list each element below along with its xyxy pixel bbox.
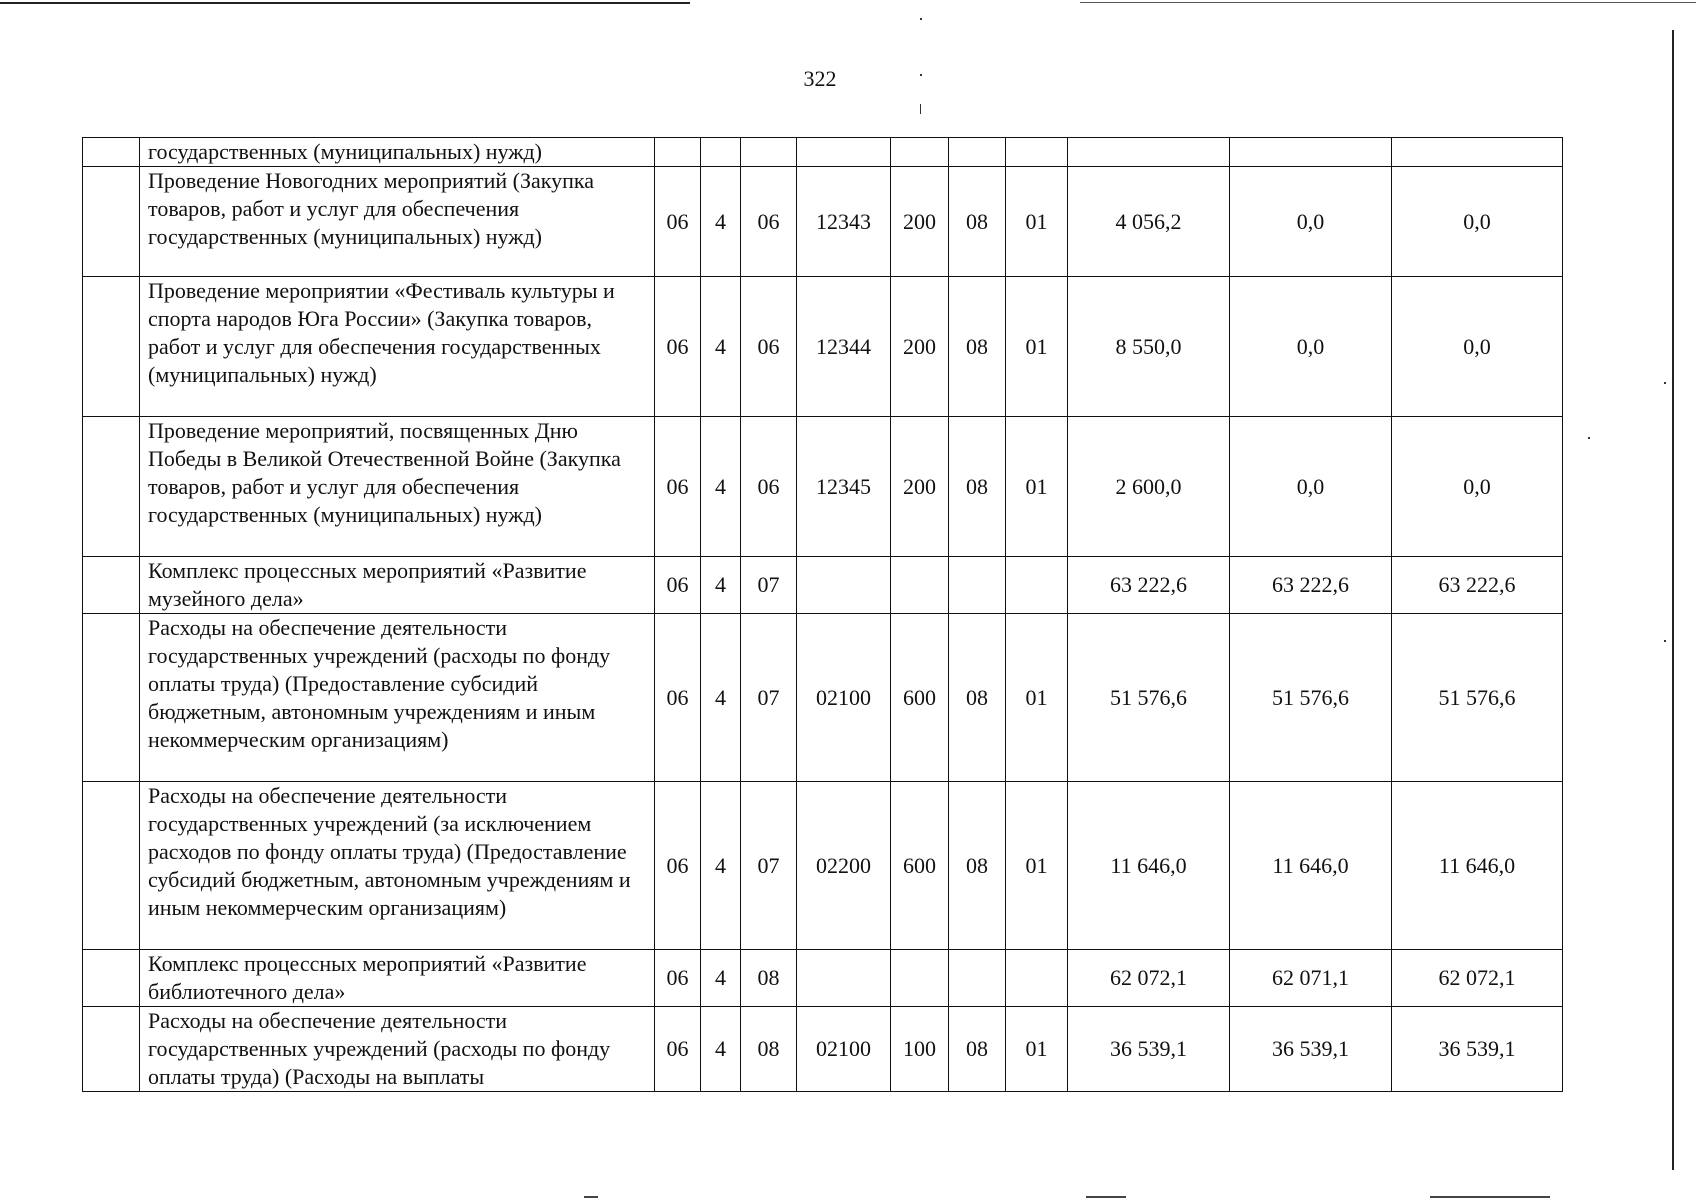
- row-cell-c6: 08: [949, 277, 1006, 417]
- row-cell-c1: 06: [655, 782, 701, 950]
- row-cell-v1: 63 222,6: [1068, 557, 1230, 614]
- row-cell-v3: 62 072,1: [1392, 950, 1563, 1007]
- row-cell-c7: [1006, 138, 1068, 167]
- scan-speck: [1664, 640, 1666, 642]
- row-cell-c7: 01: [1006, 167, 1068, 277]
- row-cell-c1: 06: [655, 277, 701, 417]
- row-cell-c7: 01: [1006, 277, 1068, 417]
- row-cell-v3: [1392, 138, 1563, 167]
- row-cell-v2: [1230, 138, 1392, 167]
- row-cell-c1: 06: [655, 167, 701, 277]
- row-cell-c2: 4: [701, 417, 741, 557]
- scan-speck: [1588, 437, 1590, 439]
- row-cell-v1: 8 550,0: [1068, 277, 1230, 417]
- row-cell-c7: 01: [1006, 417, 1068, 557]
- row-cell-c2: 4: [701, 277, 741, 417]
- row-cell-v1: 62 072,1: [1068, 950, 1230, 1007]
- row-cell-v2: 62 071,1: [1230, 950, 1392, 1007]
- row-cell-c4: [797, 138, 891, 167]
- row-cell-c4: 12344: [797, 277, 891, 417]
- row-number-cell: [83, 277, 140, 417]
- row-cell-c5: [891, 950, 949, 1007]
- row-name-cell: Расходы на обеспечение деятельности государственных учреждений (расходы по фонду оплаты труда) (Расходы на выплаты: [140, 1007, 655, 1092]
- row-name-cell: государственных (муниципальных) нужд): [140, 138, 655, 167]
- table-row: [83, 277, 1563, 417]
- row-cell-c2: 4: [701, 782, 741, 950]
- row-cell-c1: 06: [655, 1007, 701, 1092]
- row-cell-c6: [949, 138, 1006, 167]
- row-cell-c1: 06: [655, 557, 701, 614]
- table-row: [83, 417, 1563, 557]
- row-cell-c3: [741, 138, 797, 167]
- scan-edge-right: [1672, 30, 1674, 1170]
- row-cell-c7: [1006, 950, 1068, 1007]
- row-number-cell: [83, 167, 140, 277]
- row-cell-c3: 08: [741, 950, 797, 1007]
- row-cell-c4: 02100: [797, 1007, 891, 1092]
- row-cell-c2: 4: [701, 950, 741, 1007]
- row-cell-c4: [797, 950, 891, 1007]
- row-number-cell: [83, 557, 140, 614]
- table-row: [83, 1007, 1563, 1092]
- scan-dash: [584, 1196, 598, 1198]
- table-row: [83, 950, 1563, 1007]
- row-cell-c5: 200: [891, 277, 949, 417]
- row-cell-c2: 4: [701, 614, 741, 782]
- row-cell-v2: 0,0: [1230, 167, 1392, 277]
- scan-edge-top: [0, 2, 690, 4]
- row-cell-c3: 06: [741, 277, 797, 417]
- row-cell-v1: 11 646,0: [1068, 782, 1230, 950]
- row-cell-c6: 08: [949, 782, 1006, 950]
- row-cell-c4: 02100: [797, 614, 891, 782]
- row-name-cell: Расходы на обеспечение деятельности государственных учреждений (за исключением расходов по фонду оплаты труда) (Предоставление субсидий бюджетным, автономным учреждениям и иным некоммерческим организациям): [140, 782, 655, 950]
- row-cell-c5: 600: [891, 614, 949, 782]
- row-name-cell: Комплекс процессных мероприятий «Развитие библиотечного дела»: [140, 950, 655, 1007]
- row-cell-c7: 01: [1006, 614, 1068, 782]
- row-cell-c5: 200: [891, 167, 949, 277]
- row-cell-c5: 200: [891, 417, 949, 557]
- row-cell-v1: 36 539,1: [1068, 1007, 1230, 1092]
- row-cell-c6: 08: [949, 167, 1006, 277]
- row-cell-c3: 07: [741, 782, 797, 950]
- row-cell-c4: [797, 557, 891, 614]
- row-cell-v3: 51 576,6: [1392, 614, 1563, 782]
- row-cell-c4: 12345: [797, 417, 891, 557]
- row-cell-c5: 100: [891, 1007, 949, 1092]
- row-cell-v3: 0,0: [1392, 277, 1563, 417]
- row-cell-c5: 600: [891, 782, 949, 950]
- row-cell-c3: 06: [741, 167, 797, 277]
- row-cell-c4: 02200: [797, 782, 891, 950]
- row-cell-c7: 01: [1006, 1007, 1068, 1092]
- scan-speck: [920, 18, 922, 20]
- row-cell-c3: 07: [741, 614, 797, 782]
- row-number-cell: [83, 417, 140, 557]
- row-cell-v2: 11 646,0: [1230, 782, 1392, 950]
- row-cell-v3: 63 222,6: [1392, 557, 1563, 614]
- row-number-cell: [83, 614, 140, 782]
- scan-dash: [1086, 1196, 1126, 1198]
- row-cell-c3: 08: [741, 1007, 797, 1092]
- row-cell-c6: [949, 950, 1006, 1007]
- row-cell-c2: 4: [701, 557, 741, 614]
- row-cell-v2: 63 222,6: [1230, 557, 1392, 614]
- row-cell-c3: 07: [741, 557, 797, 614]
- scan-dash: [1430, 1196, 1550, 1198]
- table-row: [83, 614, 1563, 782]
- row-number-cell: [83, 138, 140, 167]
- row-cell-v1: [1068, 138, 1230, 167]
- row-cell-c3: 06: [741, 417, 797, 557]
- row-cell-c2: [701, 138, 741, 167]
- row-cell-v3: 0,0: [1392, 167, 1563, 277]
- row-cell-c7: [1006, 557, 1068, 614]
- row-number-cell: [83, 950, 140, 1007]
- row-cell-c6: 08: [949, 1007, 1006, 1092]
- row-cell-v2: 0,0: [1230, 277, 1392, 417]
- row-name-cell: Проведение мероприятии «Фестиваль культуры и спорта народов Юга России» (Закупка товаров, работ и услуг для обеспечения государственных (муниципальных) нужд): [140, 277, 655, 417]
- row-cell-v1: 4 056,2: [1068, 167, 1230, 277]
- row-cell-v2: 0,0: [1230, 417, 1392, 557]
- row-cell-c6: 08: [949, 614, 1006, 782]
- row-cell-v3: 36 539,1: [1392, 1007, 1563, 1092]
- row-cell-v1: 51 576,6: [1068, 614, 1230, 782]
- row-cell-v2: 51 576,6: [1230, 614, 1392, 782]
- row-cell-c2: 4: [701, 167, 741, 277]
- scan-speck: [1664, 382, 1666, 384]
- scan-speck: [920, 104, 921, 114]
- row-name-cell: Проведение Новогодних мероприятий (Закупка товаров, работ и услуг для обеспечения государственных (муниципальных) нужд): [140, 167, 655, 277]
- row-cell-c1: 06: [655, 417, 701, 557]
- row-cell-c5: [891, 557, 949, 614]
- row-number-cell: [83, 782, 140, 950]
- table-row: [83, 138, 1563, 167]
- row-cell-c6: [949, 557, 1006, 614]
- row-name-cell: Комплекс процессных мероприятий «Развитие музейного дела»: [140, 557, 655, 614]
- row-cell-v2: 36 539,1: [1230, 1007, 1392, 1092]
- row-cell-v1: 2 600,0: [1068, 417, 1230, 557]
- budget-table: [82, 137, 1563, 1092]
- row-cell-v3: 11 646,0: [1392, 782, 1563, 950]
- row-cell-c7: 01: [1006, 782, 1068, 950]
- row-cell-c6: 08: [949, 417, 1006, 557]
- row-cell-v3: 0,0: [1392, 417, 1563, 557]
- page-number: 322: [803, 66, 837, 91]
- table-body: [83, 138, 1563, 1092]
- row-cell-c1: 06: [655, 950, 701, 1007]
- row-name-cell: Расходы на обеспечение деятельности государственных учреждений (расходы по фонду оплаты труда) (Предоставление субсидий бюджетным, автономным учреждениям и иным некоммерческим организациям): [140, 614, 655, 782]
- table-row: [83, 557, 1563, 614]
- scan-edge-top-right: [1080, 2, 1696, 3]
- row-name-cell: Проведение мероприятий, посвященных Дню Победы в Великой Отечественной Войне (Закупка товаров, работ и услуг для обеспечения государственных (муниципальных) нужд): [140, 417, 655, 557]
- table-row: [83, 782, 1563, 950]
- row-cell-c5: [891, 138, 949, 167]
- table-row: [83, 167, 1563, 277]
- row-cell-c4: 12343: [797, 167, 891, 277]
- row-number-cell: [83, 1007, 140, 1092]
- row-cell-c2: 4: [701, 1007, 741, 1092]
- row-cell-c1: [655, 138, 701, 167]
- row-cell-c1: 06: [655, 614, 701, 782]
